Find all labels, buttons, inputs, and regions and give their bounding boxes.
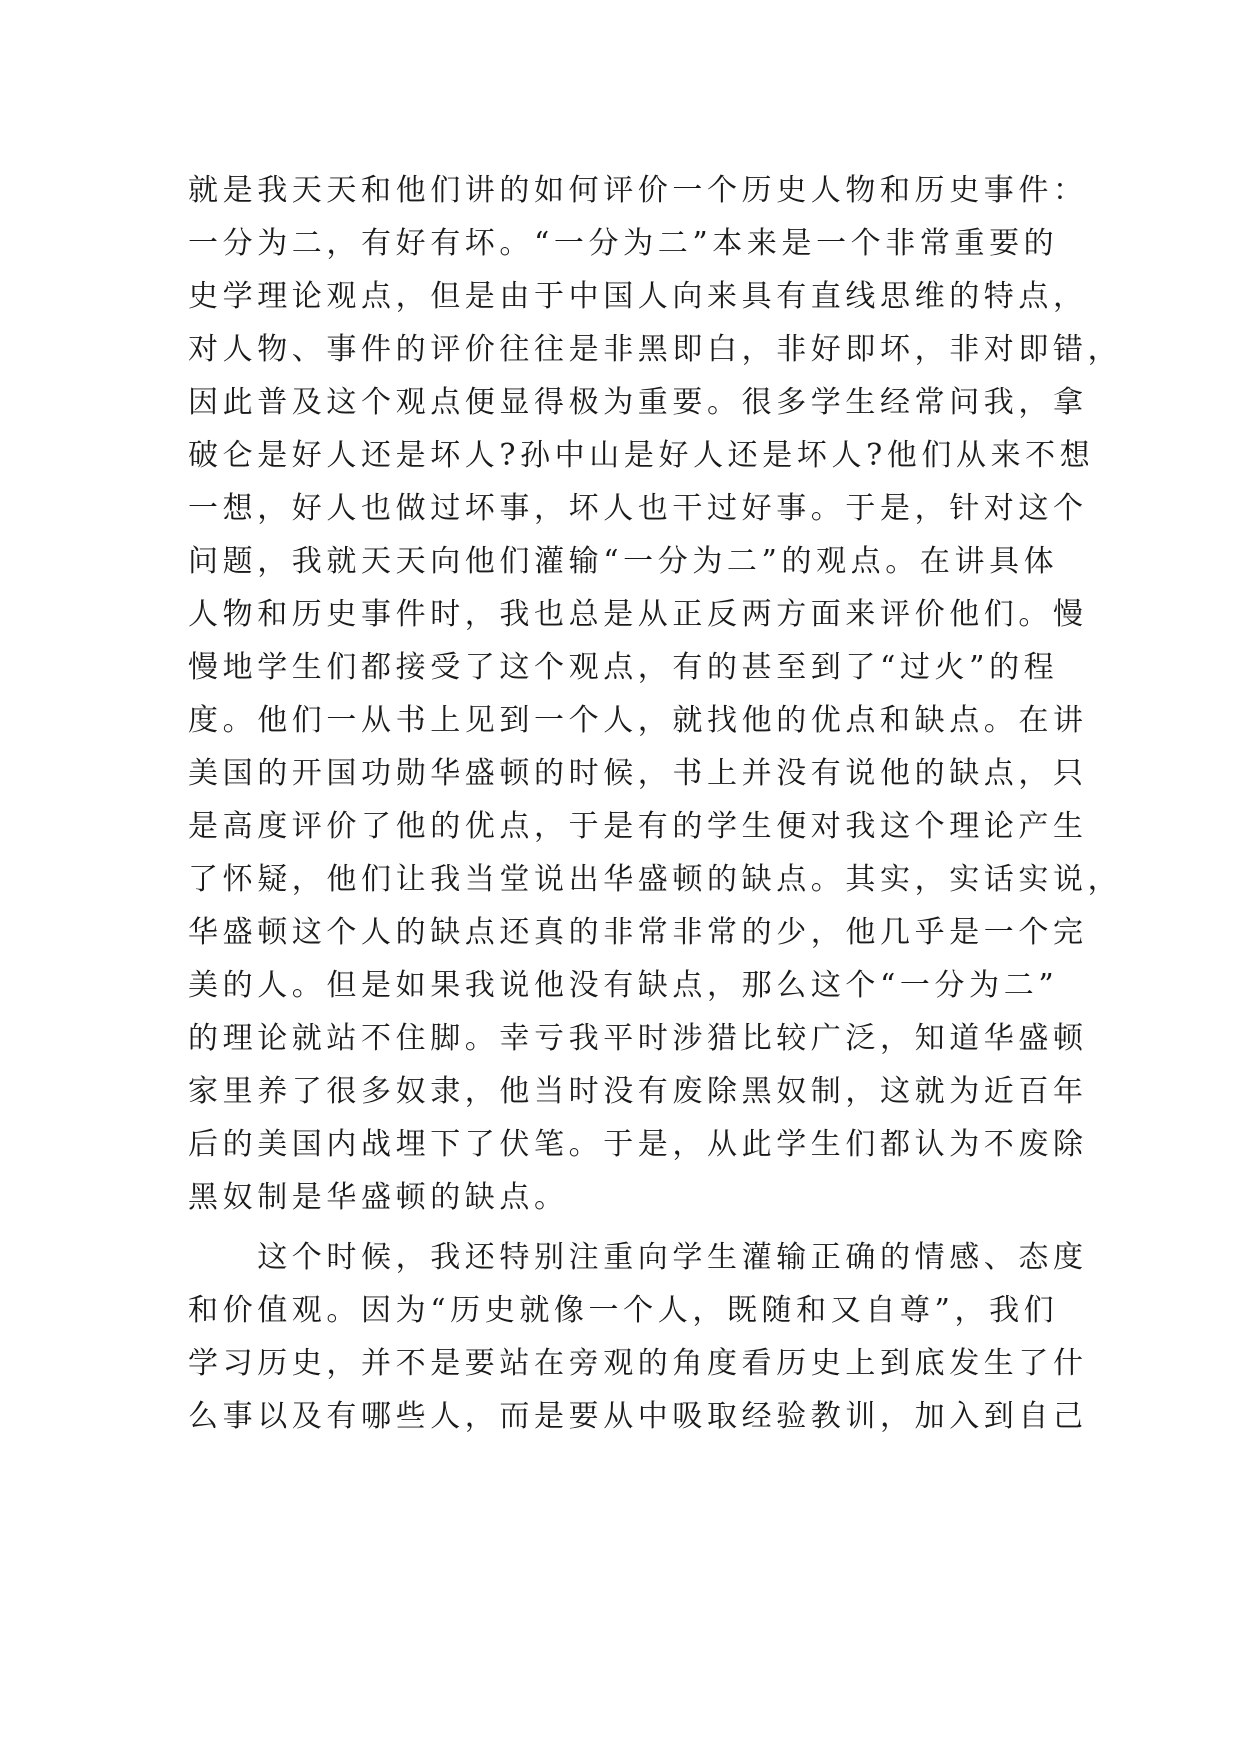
text-line: 人物和历史事件时，我也总是从正反两方面来评价他们。慢 <box>188 597 1088 632</box>
text-line: 学习历史，并不是要站在旁观的角度看历史上到底发生了什 <box>188 1346 1088 1381</box>
text-line: 一分为二，有好有坏。“一分为二”本来是一个非常重要的 <box>188 226 1059 261</box>
paragraph-1 <box>188 164 1123 1224</box>
text-line: 慢地学生们都接受了这个观点，有的甚至到了“过火”的程 <box>188 650 1059 685</box>
text-line: 因此普及这个观点便显得极为重要。很多学生经常问我，拿 <box>188 385 1088 420</box>
text-line: 后的美国内战埋下了伏笔。于是，从此学生们都认为不废除 <box>188 1127 1088 1162</box>
text-line: 黑奴制是华盛顿的缺点。 <box>188 1180 569 1215</box>
body-text <box>188 164 1123 1443</box>
text-line: 美的人。但是如果我说他没有缺点，那么这个“一分为二” <box>188 968 1059 1003</box>
text-line: 家里养了很多奴隶，他当时没有废除黑奴制，这就为近百年 <box>188 1074 1088 1109</box>
text-line: 度。他们一从书上见到一个人，就找他的优点和缺点。在讲 <box>188 703 1088 738</box>
text-line: 了怀疑，他们让我当堂说出华盛顿的缺点。其实，实话实说， <box>188 862 1123 897</box>
text-line: 华盛顿这个人的缺点还真的非常非常的少，他几乎是一个完 <box>188 915 1088 950</box>
text-line: 美国的开国功勋华盛顿的时候，书上并没有说他的缺点，只 <box>188 756 1088 791</box>
text-line: 和价值观。因为“历史就像一个人，既随和又自尊”，我们 <box>188 1293 1059 1328</box>
text-line: 是高度评价了他的优点，于是有的学生便对我这个理论产生 <box>188 809 1088 844</box>
text-line: 问题，我就天天向他们灌输“一分为二”的观点。在讲具体 <box>188 544 1059 579</box>
text-line: 就是我天天和他们讲的如何评价一个历史人物和历史事件： <box>188 173 1088 208</box>
text-line: 对人物、事件的评价往往是非黑即白，非好即坏，非对即错， <box>188 332 1123 367</box>
text-line: 的理论就站不住脚。幸亏我平时涉猎比较广泛，知道华盛顿 <box>188 1021 1088 1056</box>
text-line: 史学理论观点，但是由于中国人向来具有直线思维的特点， <box>188 279 1088 314</box>
text-line: 么事以及有哪些人，而是要从中吸取经验教训，加入到自己 <box>188 1399 1088 1434</box>
text-line: 一想，好人也做过坏事，坏人也干过好事。于是，针对这个 <box>188 491 1088 526</box>
text-line: 破仑是好人还是坏人?孙中山是好人还是坏人?他们从来不想 <box>188 438 1095 473</box>
text-line: 这个时候，我还特别注重向学生灌输正确的情感、态度 <box>188 1240 1088 1275</box>
paragraph-2 <box>188 1231 1088 1443</box>
